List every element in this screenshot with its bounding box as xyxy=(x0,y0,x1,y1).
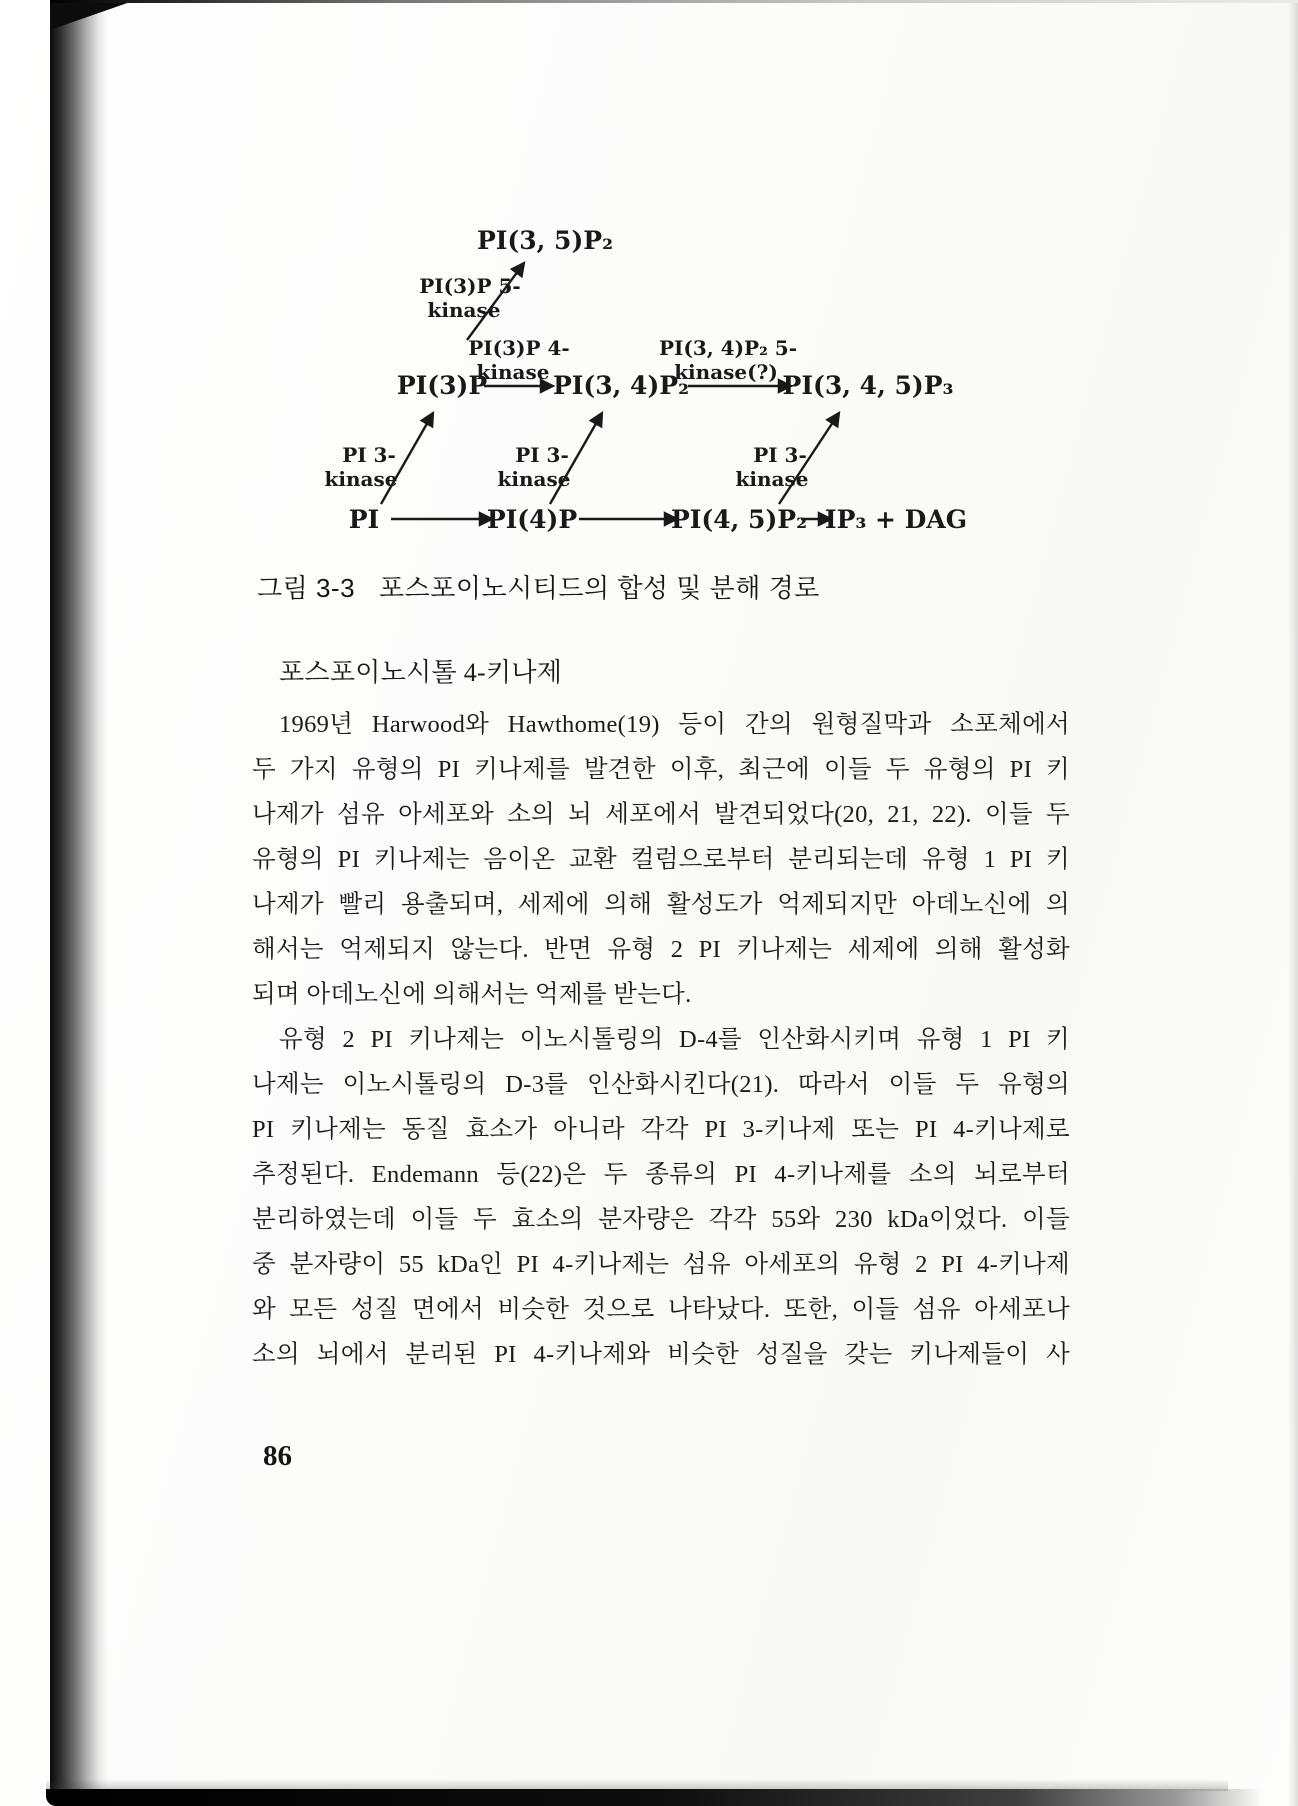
enzyme-pi3p-4-kinase-line1: PI(3)P 4- xyxy=(468,336,570,360)
book-edge-bottom xyxy=(46,1789,1262,1806)
node-pi: PI xyxy=(348,505,380,534)
text-line: 와 모든 성질 면에서 비슷한 것으로 나타났다. 또한, 이들 섬유 아세포나 xyxy=(252,1296,1070,1323)
node-pi34p2: PI(3, 4)P₂ xyxy=(552,371,690,400)
text-line: 유형의 PI 키나제는 음이온 교환 컬럼으로부터 분리되는데 유형 1 PI 키 xyxy=(252,846,1070,873)
text-line: 중 분자량이 55 kDa인 PI 4-키나제는 섬유 아세포의 유형 2 PI 4-키나제 xyxy=(252,1251,1070,1278)
node-pi3p: PI(3)P xyxy=(396,371,488,400)
enzyme-pi3-kinase-right-line2: kinase xyxy=(735,467,809,491)
enzyme-pi3p-4-kinase-line2: kinase xyxy=(476,360,550,384)
enzyme-pi3p-5-kinase-line2: kinase xyxy=(427,298,501,322)
enzyme-pi34p2-5-kinase-line2: kinase(?) xyxy=(674,360,778,384)
node-pi45p2: PI(4, 5)P₂ xyxy=(670,505,808,534)
figure-caption-label: 그림 3-3 xyxy=(257,573,356,603)
text-line: 유형 2 PI 키나제는 이노시톨링의 D-4를 인산화시키며 유형 1 PI 키 xyxy=(279,1026,1070,1053)
text-line: 1969년 Harwood와 Hawthome(19) 등이 간의 원형질막과 소포체에서 xyxy=(279,711,1070,738)
page-number: 86 xyxy=(263,1440,292,1472)
text-line: 두 가지 유형의 PI 키나제를 발견한 이후, 최근에 이들 두 유형의 PI 키 xyxy=(252,756,1070,783)
text-line: 소의 뇌에서 분리된 PI 4-키나제와 비슷한 성질을 갖는 키나제들이 사 xyxy=(252,1341,1070,1368)
text-line: 해서는 억제되지 않는다. 반면 유형 2 PI 키나제는 세제에 의해 활성화 xyxy=(252,936,1070,963)
figure-caption-text: 포스포이노시티드의 합성 및 분해 경로 xyxy=(379,573,820,603)
text-line: 나제는 이노시톨링의 D-3를 인산화시킨다(21). 따라서 이들 두 유형의 xyxy=(252,1071,1070,1098)
node-pi35p2: PI(3, 5)P₂ xyxy=(476,226,614,255)
pathway-diagram xyxy=(0,0,1298,620)
node-pi4p: PI(4)P xyxy=(486,505,578,534)
text-line: 추정된다. Endemann 등(22)은 두 종류의 PI 4-키나제를 소의 뇌로부터 xyxy=(252,1161,1070,1188)
node-pi345p3: PI(3, 4, 5)P₃ xyxy=(782,371,954,400)
body-text xyxy=(252,648,1070,1377)
text-line: 되며 아데노신에 의해서는 억제를 받는다. xyxy=(252,981,692,1008)
text-line: 나제가 섬유 아세포와 소의 뇌 세포에서 발견되었다(20, 21, 22). 이들 두 xyxy=(252,801,1070,828)
text-line: 분리하였는데 이들 두 효소의 분자량은 각각 55와 230 kDa이었다. 이들 xyxy=(252,1206,1070,1233)
enzyme-pi34p2-5-kinase-line1: PI(3, 4)P₂ 5- xyxy=(658,336,798,360)
text-line: PI 키나제는 동질 효소가 아니라 각각 PI 3-키나제 또는 PI 4-키나제로 xyxy=(252,1116,1070,1143)
enzyme-pi3p-5-kinase-line1: PI(3)P 5- xyxy=(419,274,521,298)
enzyme-pi3-kinase-left-line2: kinase xyxy=(324,467,398,491)
node-ip3-dag: IP₃ + DAG xyxy=(824,505,968,534)
enzyme-pi3-kinase-right-line1: PI 3- xyxy=(753,443,807,467)
section-heading: 포스포이노시톨 4-키나제 xyxy=(279,658,563,687)
enzyme-pi3-kinase-left-line1: PI 3- xyxy=(342,443,396,467)
text-line: 나제가 빨리 용출되며, 세제에 의해 활성도가 억제되지만 아데노신에 의 xyxy=(252,891,1070,918)
enzyme-pi3-kinase-mid-line1: PI 3- xyxy=(515,443,569,467)
figure-caption xyxy=(257,568,820,605)
enzyme-pi3-kinase-mid-line2: kinase xyxy=(497,467,571,491)
